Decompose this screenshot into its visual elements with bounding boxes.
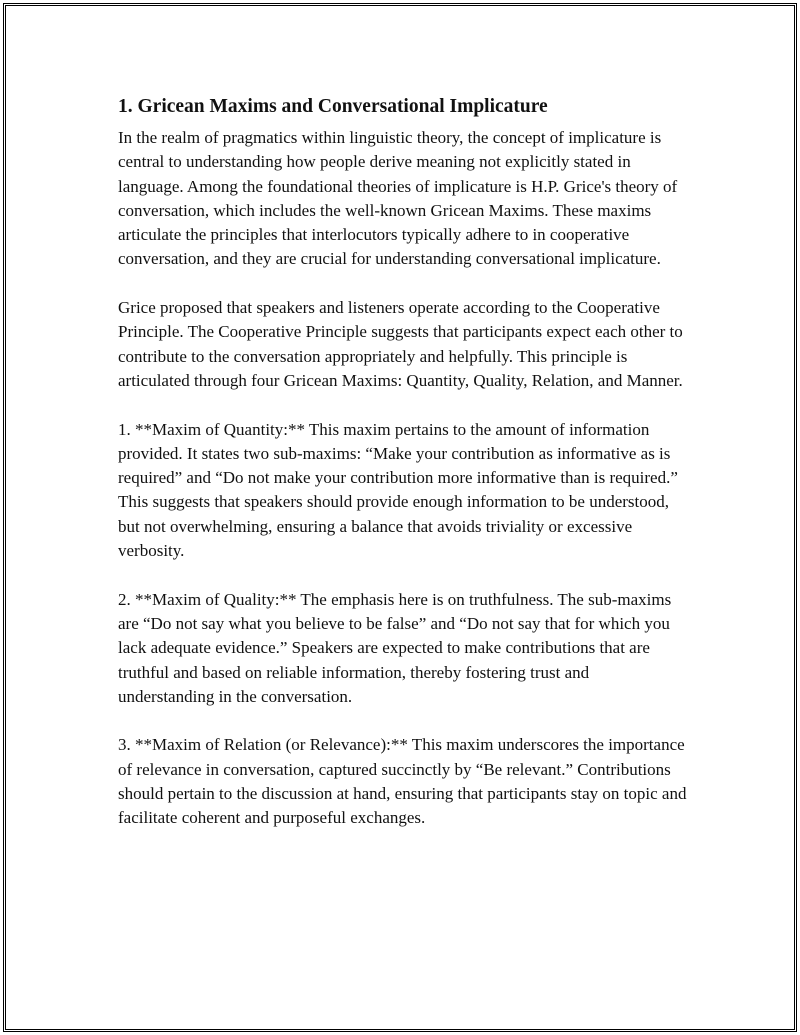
- paragraph-maxim-quality: 2. **Maxim of Quality:** The emphasis here is on truthfulness. The sub-maxims are “Do not say what you believe to be false” and “Do not say that for which you lack adequate evidence.” Speakers are expected to make contributions that are truthful and based on reliable information, thereby fostering trust and understanding in the conversation.: [118, 589, 672, 706]
- paragraph-maxim-relation: 3. **Maxim of Relation (or Relevance):** This maxim underscores the importance of relevance in conversation, captured succinctly by “Be relevant.” Contributions should pertain to the discussion at hand, ensuring that participants stay on topic and facilitate coherent and purposeful exchanges.: [118, 735, 687, 828]
- document-body: [118, 94, 688, 831]
- paragraph-maxim-quantity: 1. **Maxim of Quantity:** This maxim pertains to the amount of information provided. It states two sub-maxims: “Make your contribution as informative as is required” and “Do not make your contribution more informative than is required.” This suggests that speakers should provide enough information to be understood, but not overwhelming, ensuring a balance that avoids triviality or excessive verbosity.: [118, 419, 678, 561]
- paragraph-cooperative-principle: Grice proposed that speakers and listeners operate according to the Cooperative Principle. The Cooperative Principle suggests that participants expect each other to contribute to the conversation appropriately and helpfully. This principle is articulated through four Gricean Maxims: Quantity, Quality, Relation, and Manner.: [118, 298, 683, 390]
- section-title: 1. Gricean Maxims and Conversational Implicature: [118, 96, 548, 117]
- paragraph-intro: In the realm of pragmatics within linguistic theory, the concept of implicature is central to understanding how people derive meaning not explicitly stated in language. Among the foundational theories of implicature is H.P. Grice's theory of conversation, which includes the well-known Gricean Maxims. These maxims articulate the principles that interlocutors typically adhere to in cooperative conversation, and they are crucial for understanding conversational implicature.: [118, 128, 678, 269]
